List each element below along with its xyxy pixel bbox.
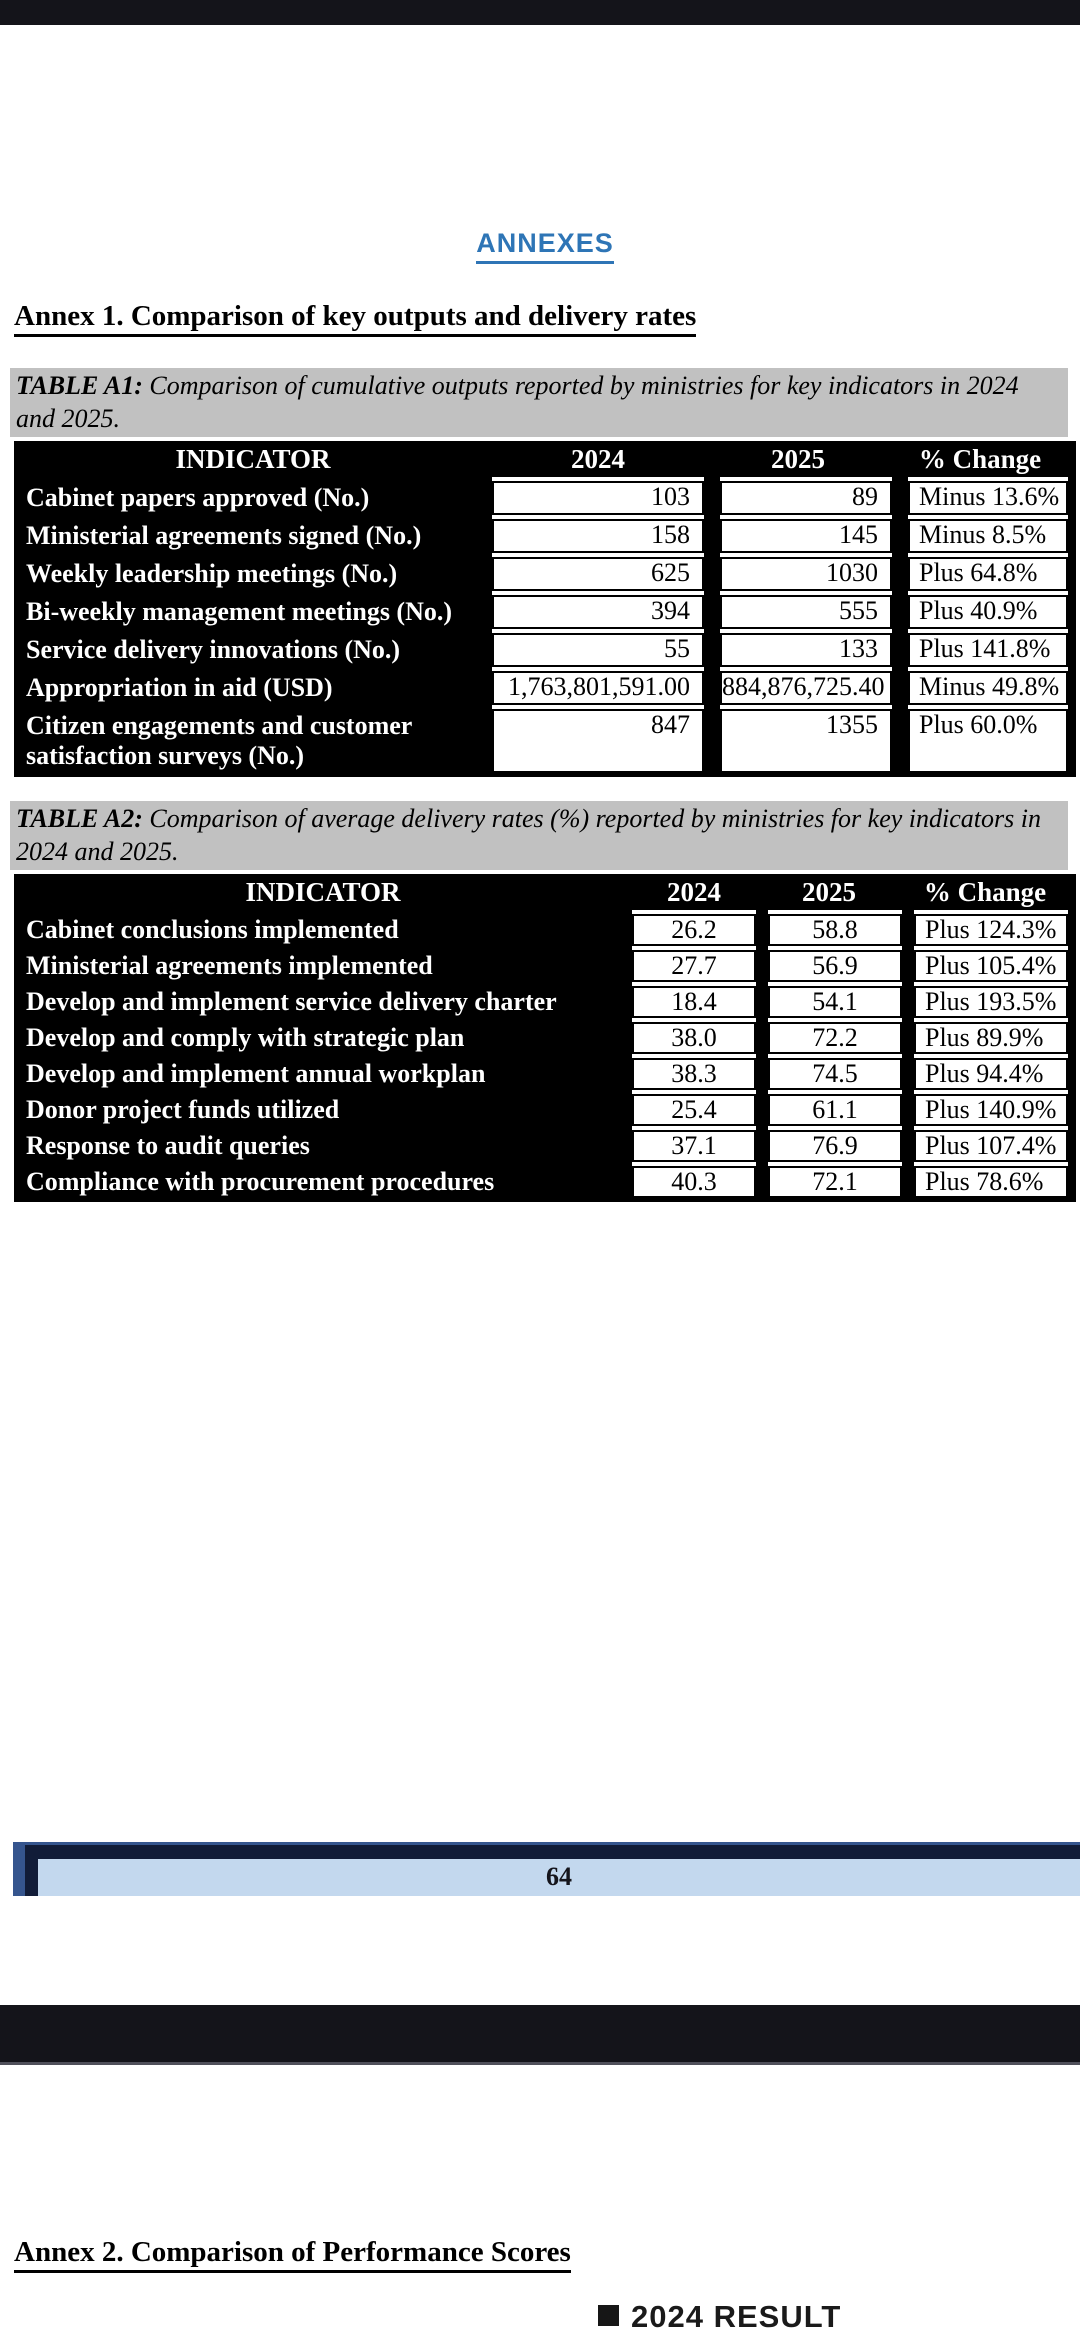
table-row — [14, 1130, 1076, 1162]
value-2024: 38.3 — [632, 1058, 756, 1090]
value-2024: 40.3 — [632, 1166, 756, 1198]
table-a2-header-2025: 2025 — [802, 877, 856, 907]
indicator-label: Cabinet papers approved (No.) — [26, 483, 370, 512]
value-2024: 394 — [492, 595, 704, 629]
table-a1-header-indicator: INDICATOR — [175, 444, 331, 474]
indicator-label: Response to audit queries — [26, 1131, 310, 1160]
value-change: Plus 105.4% — [914, 950, 1068, 982]
page-number: 64 — [546, 1862, 572, 1891]
bottom-black-band — [0, 2005, 1080, 2065]
annex1-heading: Annex 1. Comparison of key outputs and delivery rates — [14, 300, 696, 337]
table-row — [14, 914, 1076, 946]
value-2024: 38.0 — [632, 1022, 756, 1054]
page-number-bar-fill — [25, 1845, 1080, 1896]
value-change: Plus 141.8% — [908, 633, 1068, 667]
table-row — [14, 519, 1076, 553]
table-a2-header-change: % Change — [923, 877, 1047, 907]
table-row — [14, 709, 1076, 773]
value-change: Minus 8.5% — [908, 519, 1068, 553]
annexes-title: ANNEXES — [476, 228, 614, 264]
indicator-label: Appropriation in aid (USD) — [26, 673, 333, 702]
value-2025: 133 — [720, 633, 892, 667]
value-2025: 58.8 — [768, 914, 902, 946]
table-a2-header-2024: 2024 — [667, 877, 721, 907]
table-row — [14, 671, 1076, 705]
value-2024: 625 — [492, 557, 704, 591]
indicator-label: Service delivery innovations (No.) — [26, 635, 401, 664]
value-2025: 555 — [720, 595, 892, 629]
table-a2-bottom-edge — [14, 1198, 1076, 1202]
value-2024: 27.7 — [632, 950, 756, 982]
table-a2-caption — [10, 801, 1068, 870]
value-2025: 89 — [720, 481, 892, 515]
value-2025: 884,876,725.40 — [720, 671, 892, 705]
top-black-band — [0, 0, 1080, 25]
value-2025: 56.9 — [768, 950, 902, 982]
table-row — [14, 986, 1076, 1018]
value-2024: 18.4 — [632, 986, 756, 1018]
table-a1-header-row — [14, 441, 1076, 477]
table-a2-header-row — [14, 874, 1076, 910]
table-a1-header-change: % Change — [918, 444, 1042, 474]
value-change: Plus 124.3% — [914, 914, 1068, 946]
indicator-label: Citizen engagements and customer satisfaction surveys (No.) — [26, 711, 412, 770]
table-row — [14, 595, 1076, 629]
table-a1-header-2024: 2024 — [571, 444, 625, 474]
value-2024: 847 — [492, 709, 704, 773]
value-change: Minus 13.6% — [908, 481, 1068, 515]
value-2025: 1355 — [720, 709, 892, 773]
value-2025: 72.1 — [768, 1166, 902, 1198]
table-row — [14, 633, 1076, 667]
value-change: Plus 40.9% — [908, 595, 1068, 629]
indicator-label: Cabinet conclusions implemented — [26, 915, 399, 944]
partial-chart-legend — [598, 2299, 841, 2335]
value-2024: 55 — [492, 633, 704, 667]
table-a2-caption-text: Comparison of average delivery rates (%) reported by ministries for key indicators in 2024 and 2025. — [16, 804, 1041, 866]
table-a2 — [14, 874, 1076, 1202]
indicator-label: Develop and implement annual workplan — [26, 1059, 486, 1088]
value-change: Plus 64.8% — [908, 557, 1068, 591]
value-change: Plus 193.5% — [914, 986, 1068, 1018]
table-row — [14, 1058, 1076, 1090]
table-a1-bottom-edge — [14, 773, 1076, 777]
value-2025: 72.2 — [768, 1022, 902, 1054]
table-row — [14, 950, 1076, 982]
value-2024: 37.1 — [632, 1130, 756, 1162]
indicator-label: Bi-weekly management meetings (No.) — [26, 597, 453, 626]
indicator-label: Ministerial agreements signed (No.) — [26, 521, 422, 550]
value-change: Plus 78.6% — [914, 1166, 1068, 1198]
value-change: Plus 60.0% — [908, 709, 1068, 773]
table-a2-header-indicator: INDICATOR — [245, 877, 401, 907]
table-row — [14, 557, 1076, 591]
value-change: Plus 107.4% — [914, 1130, 1068, 1162]
table-row — [14, 1166, 1076, 1198]
value-2024: 25.4 — [632, 1094, 756, 1126]
value-2025: 76.9 — [768, 1130, 902, 1162]
table-a1-caption-prefix: TABLE A1: — [16, 371, 143, 400]
value-2025: 74.5 — [768, 1058, 902, 1090]
value-2024: 103 — [492, 481, 704, 515]
indicator-label: Develop and comply with strategic plan — [26, 1023, 465, 1052]
annexes-title-wrap — [14, 228, 1076, 264]
value-2025: 1030 — [720, 557, 892, 591]
table-row — [14, 1022, 1076, 1054]
indicator-label: Compliance with procurement procedures — [26, 1167, 495, 1196]
page-number-bar — [13, 1842, 1080, 1896]
value-2024: 26.2 — [632, 914, 756, 946]
indicator-label: Develop and implement service delivery charter — [26, 987, 557, 1016]
table-a1-caption-text: Comparison of cumulative outputs reported by ministries for key indicators in 2024 and 2025. — [16, 371, 1019, 433]
table-row — [14, 481, 1076, 515]
legend-label: 2024 RESULT — [631, 2299, 842, 2334]
table-a1 — [14, 441, 1076, 777]
table-a2-rows — [14, 914, 1076, 1202]
value-change: Plus 89.9% — [914, 1022, 1068, 1054]
annex2-heading: Annex 2. Comparison of Performance Scores — [14, 2236, 571, 2273]
value-change: Plus 140.9% — [914, 1094, 1068, 1126]
indicator-label: Ministerial agreements implemented — [26, 951, 433, 980]
indicator-label: Donor project funds utilized — [26, 1095, 340, 1124]
table-a1-header-2025: 2025 — [771, 444, 825, 474]
table-a2-caption-prefix: TABLE A2: — [16, 804, 143, 833]
value-2024: 1,763,801,591.00 — [492, 671, 704, 705]
table-row — [14, 1094, 1076, 1126]
indicator-label: Weekly leadership meetings (No.) — [26, 559, 398, 588]
value-change: Minus 49.8% — [908, 671, 1068, 705]
value-2025: 145 — [720, 519, 892, 553]
table-a1-rows — [14, 481, 1076, 777]
value-2025: 61.1 — [768, 1094, 902, 1126]
table-a1-caption — [10, 368, 1068, 437]
value-2025: 54.1 — [768, 986, 902, 1018]
value-change: Plus 94.4% — [914, 1058, 1068, 1090]
value-2024: 158 — [492, 519, 704, 553]
